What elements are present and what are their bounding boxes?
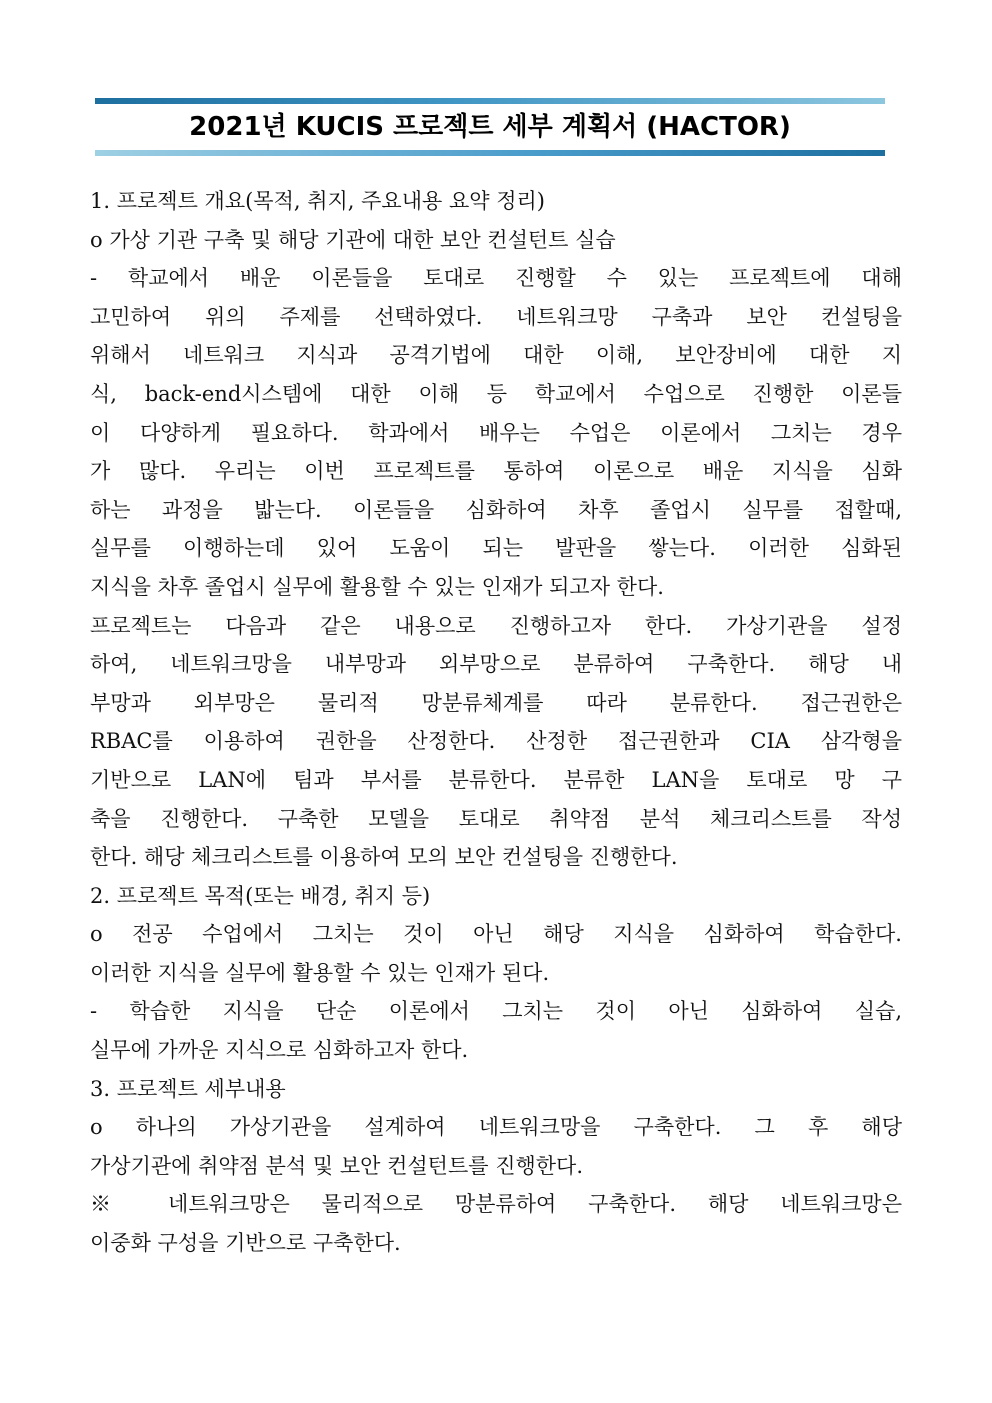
paragraph-line: 프로젝트는 다음과 같은 내용으로 진행하고자 한다. 가상기관을 설정 <box>90 613 902 638</box>
title-bottom-rule <box>95 150 885 156</box>
document-title: 2021년 KUCIS 프로젝트 세부 계획서 (HACTOR) <box>189 112 791 142</box>
section-2-heading: 2. 프로젝트 목적(또는 배경, 취지 등) <box>90 883 431 908</box>
title-block <box>95 98 885 156</box>
section-1-bullet: o 가상 기관 구축 및 해당 기관에 대한 보안 컨설턴트 실습 <box>90 227 616 252</box>
paragraph-line: 실무를 이행하는데 있어 도움이 되는 발판을 쌓는다. 이러한 심화된 <box>90 536 902 561</box>
paragraph-line: 기반으로 LAN에 팀과 부서를 분류한다. 분류한 LAN을 토대로 망 구 <box>90 767 902 792</box>
note-line: ※ 네트워크망은 물리적으로 망분류하여 구축한다. 해당 네트워크망은 <box>90 1192 902 1217</box>
paragraph-line: 하는 과정을 밟는다. 이론들을 심화하여 차후 졸업시 실무를 접할때, <box>90 497 902 522</box>
section-2-dash-item: - 학습한 지식을 단순 이론에서 그치는 것이 아닌 심화하여 실습, <box>90 999 902 1024</box>
paragraph-line: 하여, 네트워크망을 내부망과 외부망으로 분류하여 구축한다. 해당 내 <box>90 652 902 677</box>
paragraph-line: 실무에 가까운 지식으로 심화하고자 한다. <box>90 1038 469 1063</box>
paragraph-line: 한다. 해당 체크리스트를 이용하여 모의 보안 컨설팅을 진행한다. <box>90 845 678 870</box>
section-1-heading: 1. 프로젝트 개요(목적, 취지, 주요내용 요약 정리) <box>90 189 545 213</box>
paragraph-line: - 학교에서 배운 이론들을 토대로 진행할 수 있는 프로젝트에 대해 <box>90 266 902 291</box>
paragraph-line: 지식을 차후 졸업시 실무에 활용할 수 있는 인재가 되고자 한다. <box>90 574 664 599</box>
note-line: 이중화 구성을 기반으로 구축한다. <box>90 1231 401 1256</box>
section-3-heading: 3. 프로젝트 세부내용 <box>90 1076 286 1101</box>
paragraph-line: 축을 진행한다. 구축한 모델을 토대로 취약점 분석 체크리스트를 작성 <box>90 806 902 831</box>
paragraph-line: 고민하여 위의 주제를 선택하였다. 네트워크망 구축과 보안 컨설팅을 <box>90 304 902 329</box>
paragraph-line: 가 많다. 우리는 이번 프로젝트를 통하여 이론으로 배운 지식을 심화 <box>90 459 902 484</box>
paragraph-line: RBAC를 이용하여 권한을 산정한다. 산정한 접근권한과 CIA 삼각형을 <box>90 729 902 754</box>
title-top-rule <box>95 98 885 104</box>
section-3-bullet: o 하나의 가상기관을 설계하여 네트워크망을 구축한다. 그 후 해당 <box>90 1115 902 1140</box>
paragraph-line: 가상기관에 취약점 분석 및 보안 컨설턴트를 진행한다. <box>90 1153 584 1178</box>
paragraph-line: 위해서 네트워크 지식과 공격기법에 대한 이해, 보안장비에 대한 지 <box>90 343 902 368</box>
paragraph-line: 이 다양하게 필요하다. 학과에서 배우는 수업은 이론에서 그치는 경우 <box>90 420 902 445</box>
document-body <box>90 182 902 1263</box>
paragraph-line: 식, back-end시스템에 대한 이해 등 학교에서 수업으로 진행한 이론들 <box>90 381 902 406</box>
paragraph-line: 이러한 지식을 실무에 활용할 수 있는 인재가 된다. <box>90 960 550 985</box>
paragraph-line: 부망과 외부망은 물리적 망분류체계를 따라 분류한다. 접근권한은 <box>90 690 902 715</box>
section-2-bullet: o 전공 수업에서 그치는 것이 아닌 해당 지식을 심화하여 학습한다. <box>90 922 902 947</box>
